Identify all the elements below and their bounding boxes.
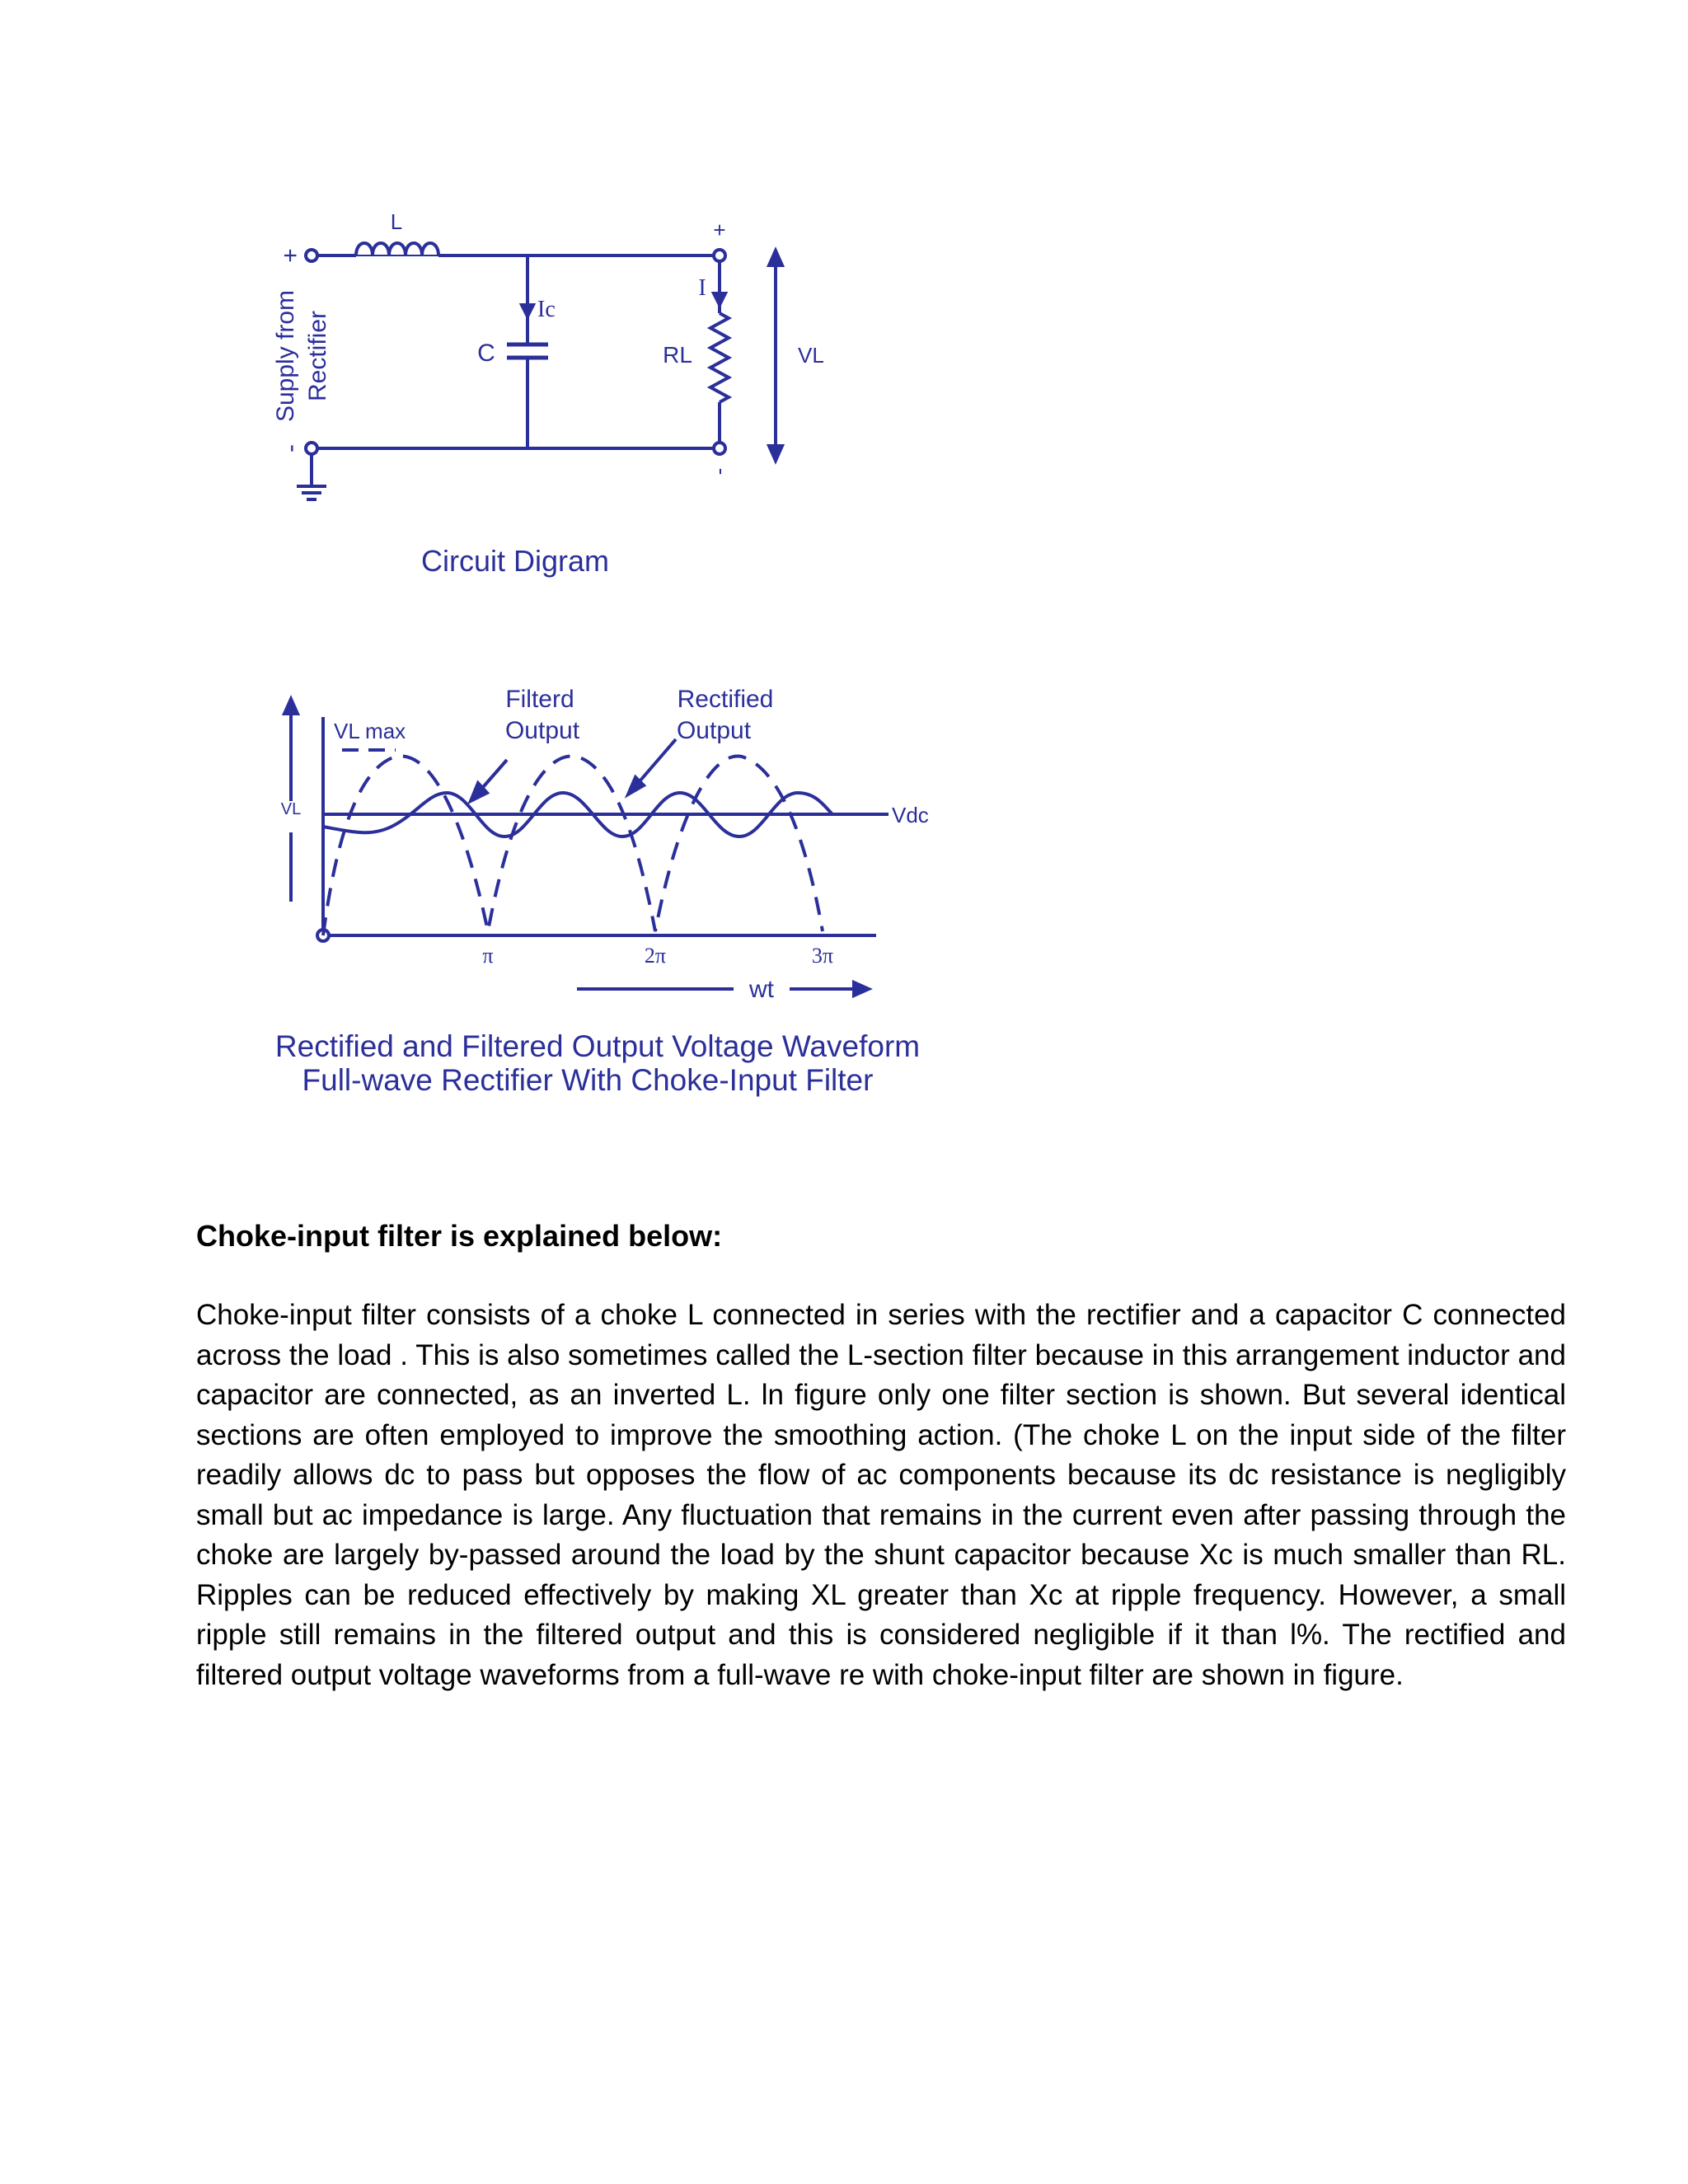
inductor-label: L bbox=[390, 209, 403, 234]
section-paragraph: Choke-input filter consists of a choke L connected in series with the rectifier and a capacitor C connected across the load . This is also sometimes called the L-section filter because in this arrangement inductor and capacitor are connected, as an inverted L. ln figure only one filter section is shown. But several identical sections are often employed to improve the smoothing action. (The choke L on the input side of the filter readily allows dc to pass but opposes the flow of ac components because its dc resistance is negligibly small but ac impedance is large. Any fluctuation that remains in the current even after passing through the choke are largely by-passed around the load by the shunt capacitor because Xc is much smaller than RL. Ripples can be reduced effectively by making XL greater than Xc at ripple frequency. However, a small ripple still remains in the filtered output and this is considered negligible if it than l%. The rectified and filtered output voltage waveforms from a full-wave re with choke-input filter are shown in figure. bbox=[196, 1299, 1566, 1691]
x-tick-pi: π bbox=[482, 944, 494, 968]
terminal-top-left bbox=[306, 250, 317, 261]
y-axis-label: VL bbox=[280, 800, 302, 818]
section-heading: Choke-input filter is explained below: bbox=[196, 1219, 723, 1253]
waveform-graph bbox=[284, 699, 889, 996]
rectified-label-line1: Rectified bbox=[677, 686, 774, 713]
x-tick-3pi: 3π bbox=[811, 944, 834, 968]
filtered-label-line1: Filterd bbox=[505, 686, 574, 713]
waveform-caption-line1: Rectified and Filtered Output Voltage Waveform bbox=[274, 1029, 921, 1063]
rectified-label-line2: Output bbox=[676, 717, 752, 744]
ic-label: Ic bbox=[537, 297, 556, 322]
terminal-top-right bbox=[714, 250, 725, 261]
i-label: I bbox=[698, 275, 706, 301]
minus-right-label: - bbox=[706, 467, 731, 476]
circuit-caption: Circuit Digram bbox=[420, 544, 610, 578]
vdc-label: Vdc bbox=[892, 803, 929, 827]
capacitor-label: C bbox=[477, 340, 495, 367]
rectified-pointer bbox=[635, 739, 676, 787]
ic-arrow bbox=[522, 305, 533, 316]
waveform-caption-line2: Full-wave Rectifier With Choke-Input Filter bbox=[302, 1063, 874, 1097]
filtered-label-line2: Output bbox=[504, 717, 580, 744]
i-arrow bbox=[714, 293, 725, 305]
terminal-bottom-left bbox=[306, 443, 317, 454]
plus-left-label: + bbox=[277, 248, 304, 263]
inductor-coil bbox=[356, 243, 438, 255]
x-axis-label: wt bbox=[749, 976, 774, 1003]
supply-label-line1: Supply from bbox=[272, 289, 299, 423]
vl-max-label: VL max bbox=[334, 719, 406, 743]
rectified-output-curve bbox=[323, 756, 823, 935]
load-label: RL bbox=[663, 342, 692, 368]
minus-left-label: - bbox=[277, 444, 304, 452]
terminal-bottom-right bbox=[714, 443, 725, 454]
supply-label-line2: Rectifier bbox=[304, 310, 331, 402]
load-resistor bbox=[710, 313, 729, 402]
vl-label: VL bbox=[798, 343, 824, 368]
x-tick-2pi: 2π bbox=[644, 944, 667, 968]
circuit-diagram bbox=[297, 243, 782, 499]
plus-right-label: + bbox=[713, 218, 726, 242]
